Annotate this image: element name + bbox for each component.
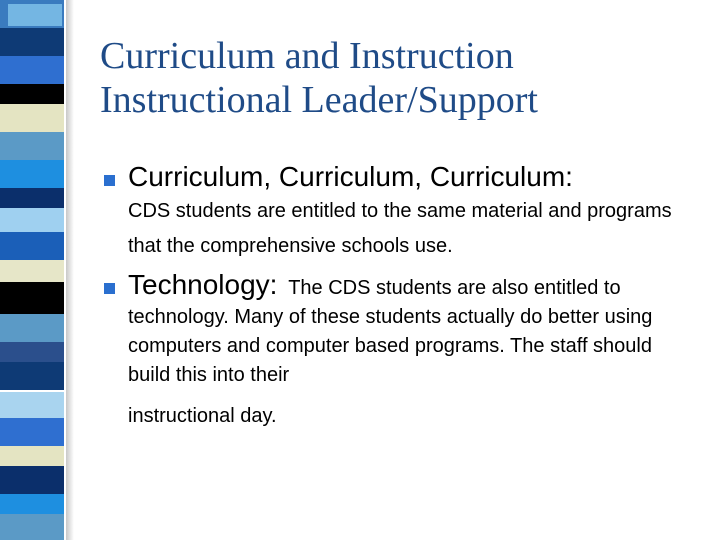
strip-band	[0, 418, 64, 446]
bullet-item-curriculum	[104, 160, 694, 264]
slide-title	[100, 34, 700, 122]
decorative-stripe-strip	[0, 0, 80, 540]
bullet-square-icon	[104, 283, 115, 294]
bullet-text: The CDS students are also entitled to technology. Many of these students actually do better using computers and computer based programs. The staff should build this into their	[128, 277, 653, 386]
bullet-list	[104, 160, 694, 448]
strip-band	[0, 104, 64, 132]
bullet-square-icon	[104, 175, 115, 186]
bullet-text: CDS students are entitled to the same material and programs that the comprehensive schools use.	[128, 200, 672, 257]
title-line-2: Instructional Leader/Support	[100, 79, 538, 121]
bullet-item-technology	[104, 270, 694, 442]
bullet-text-end: instructional day.	[128, 405, 277, 427]
strip-band	[0, 56, 64, 84]
strip-band	[0, 392, 64, 420]
strip-band	[0, 466, 64, 494]
title-line-1: Curriculum and Instruction	[100, 35, 514, 77]
strip-shadow	[66, 0, 74, 540]
strip-band	[0, 282, 64, 314]
strip-band	[0, 314, 64, 342]
strip-band	[0, 362, 64, 390]
strip-band	[0, 160, 64, 188]
strip-band	[0, 232, 64, 260]
strip-band	[0, 514, 64, 540]
strip-band	[0, 28, 64, 56]
bullet-heading: Technology:	[128, 269, 278, 300]
strip-band	[8, 4, 62, 26]
strip-band	[0, 132, 64, 160]
bullet-heading: Curriculum, Curriculum, Curriculum:	[128, 161, 573, 192]
